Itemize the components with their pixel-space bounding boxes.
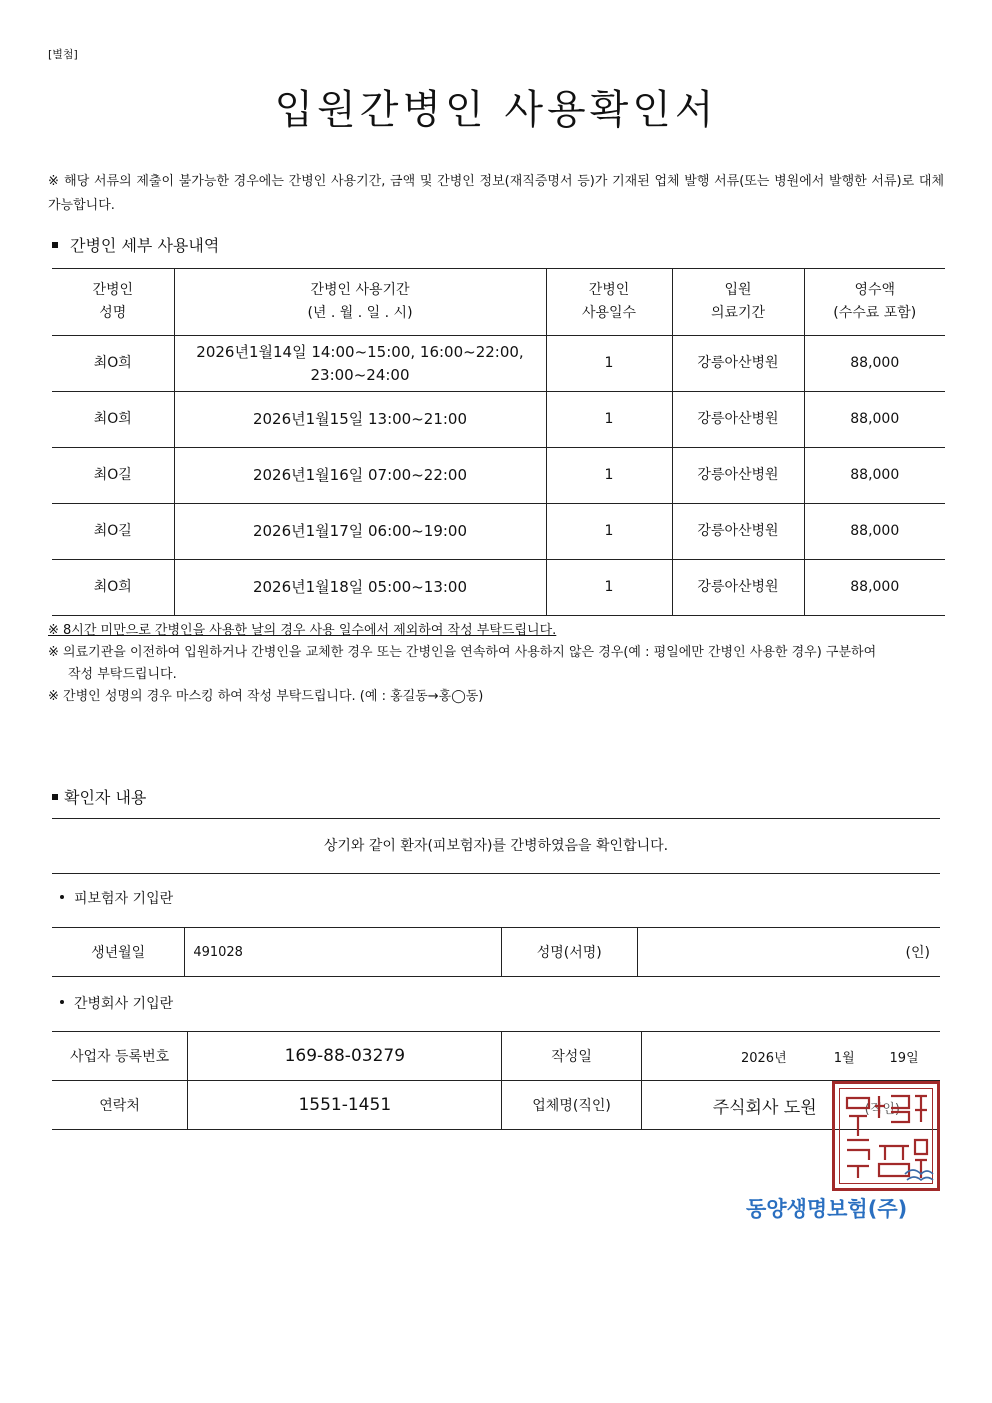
- date-field[interactable]: [641, 1032, 940, 1081]
- cell-days: 1: [546, 448, 672, 504]
- note-hospital-change: ※ 의료기관을 이전하여 입원하거나 간병인을 교체한 경우 또는 간병인을 연속하여 사용하지 않은 경우(예 : 평일에만 간병인 사용한 경우) 구분하여: [48, 645, 877, 660]
- firm-value: 주식회사 도원: [712, 1097, 817, 1118]
- reg-number-field[interactable]: 169-88-03279: [188, 1032, 502, 1081]
- contact-label: 연락처: [52, 1081, 188, 1130]
- cell-amount: 88,000: [804, 504, 945, 560]
- cell-name: 최O길: [52, 504, 174, 560]
- cell-amount: 88,000: [804, 392, 945, 448]
- table-row: [52, 504, 945, 560]
- table-row: [52, 448, 945, 504]
- header-name: 간병인 성명: [52, 269, 174, 336]
- table-row: [52, 1032, 940, 1081]
- seal-mark: (인): [905, 945, 930, 961]
- cell-name: 최O길: [52, 448, 174, 504]
- cell-amount: 88,000: [804, 560, 945, 616]
- cell-period: 2026년1월15일 13:00~21:00: [174, 392, 546, 448]
- cell-name: 최O희: [52, 392, 174, 448]
- section-confirm-label: 확인자 내용: [64, 788, 147, 807]
- firm-seal-mark: (직인): [864, 1101, 900, 1117]
- table-row: [52, 1081, 940, 1130]
- dot-bullet-icon: [60, 1000, 64, 1004]
- firm-label: 업체명(직인): [502, 1081, 641, 1130]
- cell-days: 1: [546, 336, 672, 392]
- attachment-label: [별첨]: [48, 48, 78, 61]
- reg-number-label: 사업자 등록번호: [52, 1032, 188, 1081]
- insured-table: [52, 927, 940, 977]
- birth-value-field[interactable]: 491028: [185, 928, 501, 977]
- cell-period: 2026년1월17일 06:00~19:00: [174, 504, 546, 560]
- company-heading-label: 간병회사 기입란: [74, 996, 174, 1012]
- cell-period: 2026년1월16일 07:00~22:00: [174, 448, 546, 504]
- birth-label: 생년월일: [52, 928, 185, 977]
- cell-period: 2026년1월18일 05:00~13:00: [174, 560, 546, 616]
- cell-amount: 88,000: [804, 336, 945, 392]
- usage-table-header: [52, 269, 945, 336]
- square-bullet-icon: [52, 242, 58, 248]
- cell-name: 최O희: [52, 336, 174, 392]
- cell-days: 1: [546, 392, 672, 448]
- insured-heading-label: 피보험자 기입란: [74, 891, 174, 907]
- company-heading: [60, 993, 173, 1013]
- dot-bullet-icon: [60, 895, 64, 899]
- cell-period: 2026년1월14일 14:00~15:00, 16:00~22:00, 23:00~24:00: [174, 336, 546, 392]
- header-period: 간병인 사용기간 (년 . 월 . 일 . 시): [174, 269, 546, 336]
- page-title: 입원간병인 사용확인서: [274, 87, 718, 133]
- notes: [48, 620, 944, 708]
- section-usage-label: 간병인 세부 사용내역: [70, 236, 220, 255]
- insured-signature-field[interactable]: [637, 928, 940, 977]
- notice-text: ※ 해당 서류의 제출이 불가능한 경우에는 간병인 사용기간, 금액 및 간병인 정보(재직증명서 등)가 기재된 업체 발행 서류(또는 병원에서 발행한 서류)로 대체 가능합니다.: [48, 174, 944, 213]
- table-row: [52, 928, 940, 977]
- company-table: [52, 1031, 940, 1130]
- table-row: [52, 336, 945, 392]
- cell-hospital: 강릉아산병원: [672, 504, 804, 560]
- name-label: 성명(서명): [501, 928, 637, 977]
- section-confirm-heading: [52, 785, 146, 808]
- usage-table: [52, 268, 945, 616]
- table-row: [52, 560, 945, 616]
- header-hospital: 입원 의료기간: [672, 269, 804, 336]
- confirm-statement: 상기와 같이 환자(피보험자)를 간병하였음을 확인합니다.: [52, 818, 940, 874]
- note-under-8-hours: ※ 8시간 미만으로 간병인을 사용한 날의 경우 사용 일수에서 제외하여 작성 부탁드립니다.: [48, 623, 557, 638]
- date-label: 작성일: [502, 1032, 641, 1081]
- cell-hospital: 강릉아산병원: [672, 392, 804, 448]
- cell-days: 1: [546, 504, 672, 560]
- seal-pattern-icon: [835, 1084, 937, 1188]
- company-seal-stamp: [832, 1081, 940, 1191]
- insurer-logo: 동양생명보험(주): [746, 1197, 908, 1221]
- date-day: 19일: [889, 1050, 919, 1066]
- contact-field[interactable]: 1551-1451: [188, 1081, 502, 1130]
- cell-hospital: 강릉아산병원: [672, 336, 804, 392]
- insured-heading: [60, 888, 173, 908]
- cell-name: 최O희: [52, 560, 174, 616]
- square-bullet-icon: [52, 794, 58, 800]
- header-days: 간병인 사용일수: [546, 269, 672, 336]
- cell-days: 1: [546, 560, 672, 616]
- note-hospital-change-cont: 작성 부탁드립니다.: [68, 667, 177, 682]
- date-month: 1월: [833, 1050, 855, 1066]
- cell-amount: 88,000: [804, 448, 945, 504]
- date-year: 2026년: [740, 1050, 787, 1066]
- note-masking: ※ 간병인 성명의 경우 마스킹 하여 작성 부탁드립니다. (예 : 홍길동→홍◯동): [48, 689, 484, 704]
- cell-hospital: 강릉아산병원: [672, 560, 804, 616]
- cell-hospital: 강릉아산병원: [672, 448, 804, 504]
- section-usage-heading: [52, 233, 219, 256]
- header-amount: 영수액 (수수료 포함): [804, 269, 945, 336]
- table-row: [52, 392, 945, 448]
